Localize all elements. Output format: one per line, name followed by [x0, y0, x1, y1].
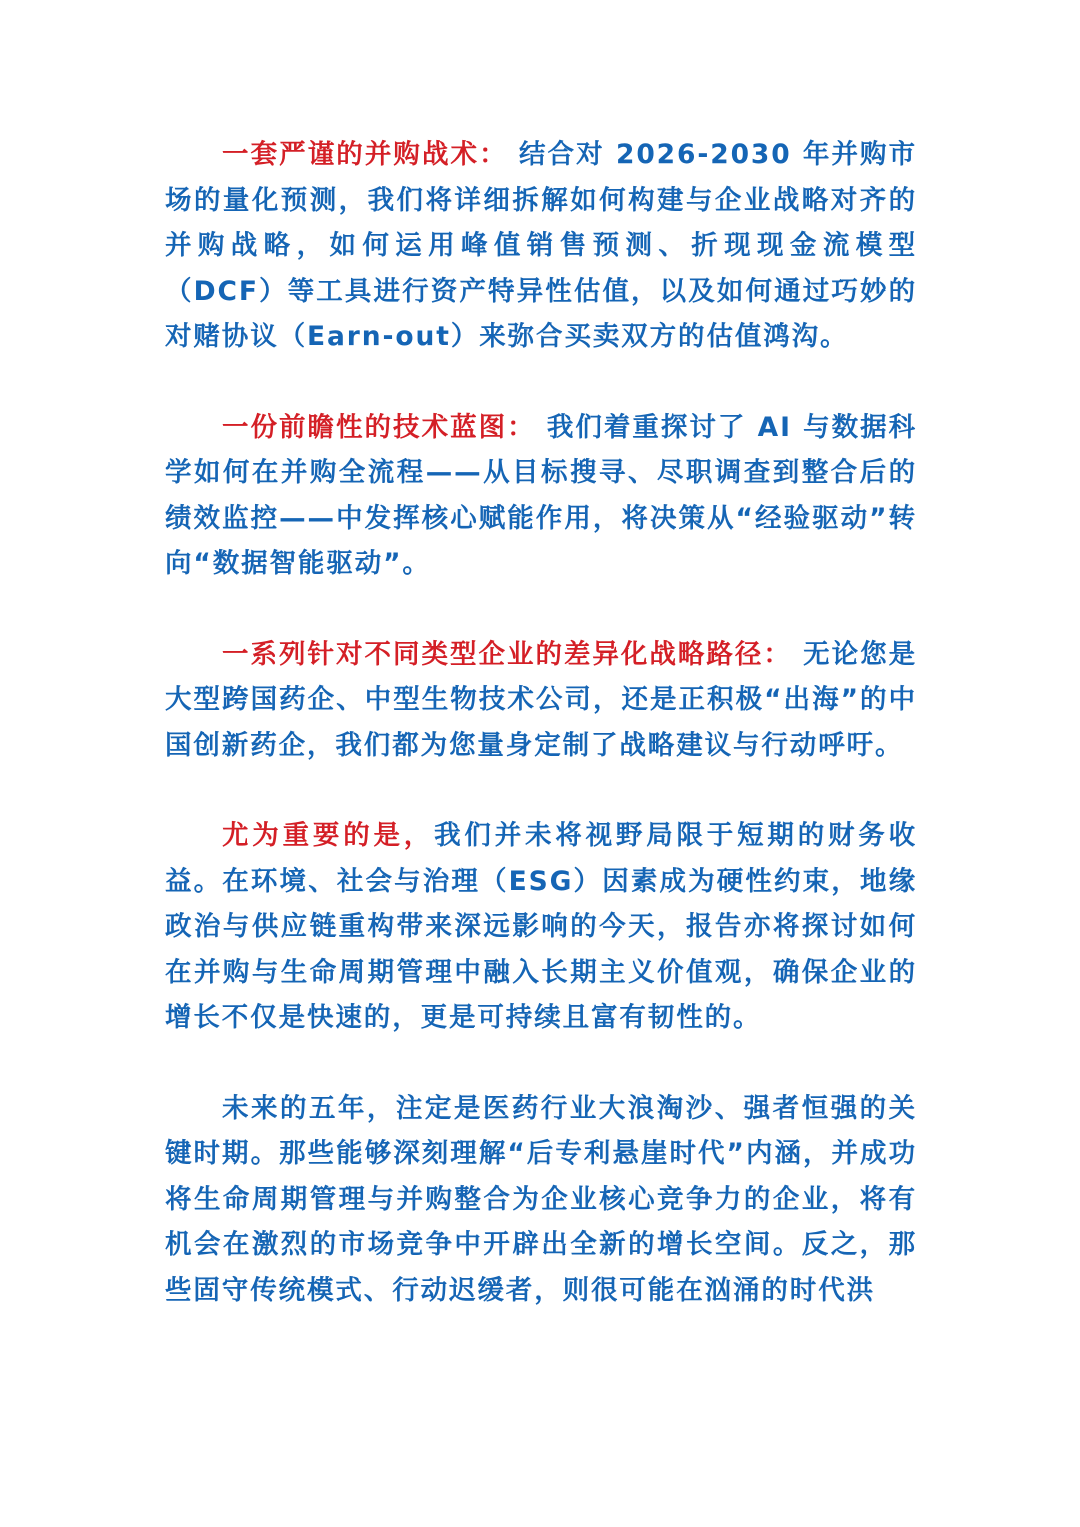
paragraph-tech-blueprint [165, 405, 917, 587]
paragraph-strategy-paths [165, 632, 917, 769]
paragraph-body-text: 无论您是大型跨国药企、中型生物技术公司，还是正积极“出海”的中国创新药企，我们都为您量身定制了战略建议与行动呼吁。 [165, 638, 917, 761]
paragraph-body-text: 我们并未将视野局限于短期的财务收益。在环境、社会与治理（ESG）因素成为硬性约束，地缘政治与供应链重构带来深远影响的今天，报告亦将探讨如何在并购与生命周期管理中融入长期主义价值观，确保企业的增长不仅是快速的，更是可持续且富有韧性的。 [165, 820, 917, 1033]
paragraph-esg-longterm [165, 813, 917, 1041]
paragraph-lead-heading: 尤为重要的是， [222, 820, 435, 851]
paragraph-body-text: 结合对 2026-2030 年并购市场的量化预测，我们将详细拆解如何构建与企业战略对齐的并购战略，如何运用峰值销售预测、折现现金流模型（DCF）等工具进行资产特异性估值，以及如何通过巧妙的对赌协议（Earn-out）来弥合买卖双方的估值鸿沟。 [165, 139, 917, 352]
paragraph-lead-heading: 一套严谨的并购战术： [222, 139, 508, 170]
paragraph-ma-tactics [165, 132, 917, 360]
paragraph-next-five-years [165, 1086, 917, 1314]
paragraph-body-text: 未来的五年，注定是医药行业大浪淘沙、强者恒强的关键时期。那些能够深刻理解“后专利悬崖时代”内涵，并成功将生命周期管理与并购整合为企业核心竞争力的企业，将有机会在激烈的市场竞争中开辟出全新的增长空间。反之，那些固守传统模式、行动迟缓者，则很可能在汹涌的时代洪 [165, 1092, 917, 1306]
paragraph-lead-heading: 一份前瞻性的技术蓝图： [222, 411, 536, 443]
document-page [165, 132, 917, 1358]
paragraph-body-text: 我们着重探讨了 AI 与数据科学如何在并购全流程——从目标搜寻、尽职调查到整合后的绩效监控——中发挥核心赋能作用，将决策从“经验驱动”转向“数据智能驱动”。 [165, 411, 918, 579]
paragraph-lead-heading: 一系列针对不同类型企业的差异化战略路径： [222, 638, 792, 670]
